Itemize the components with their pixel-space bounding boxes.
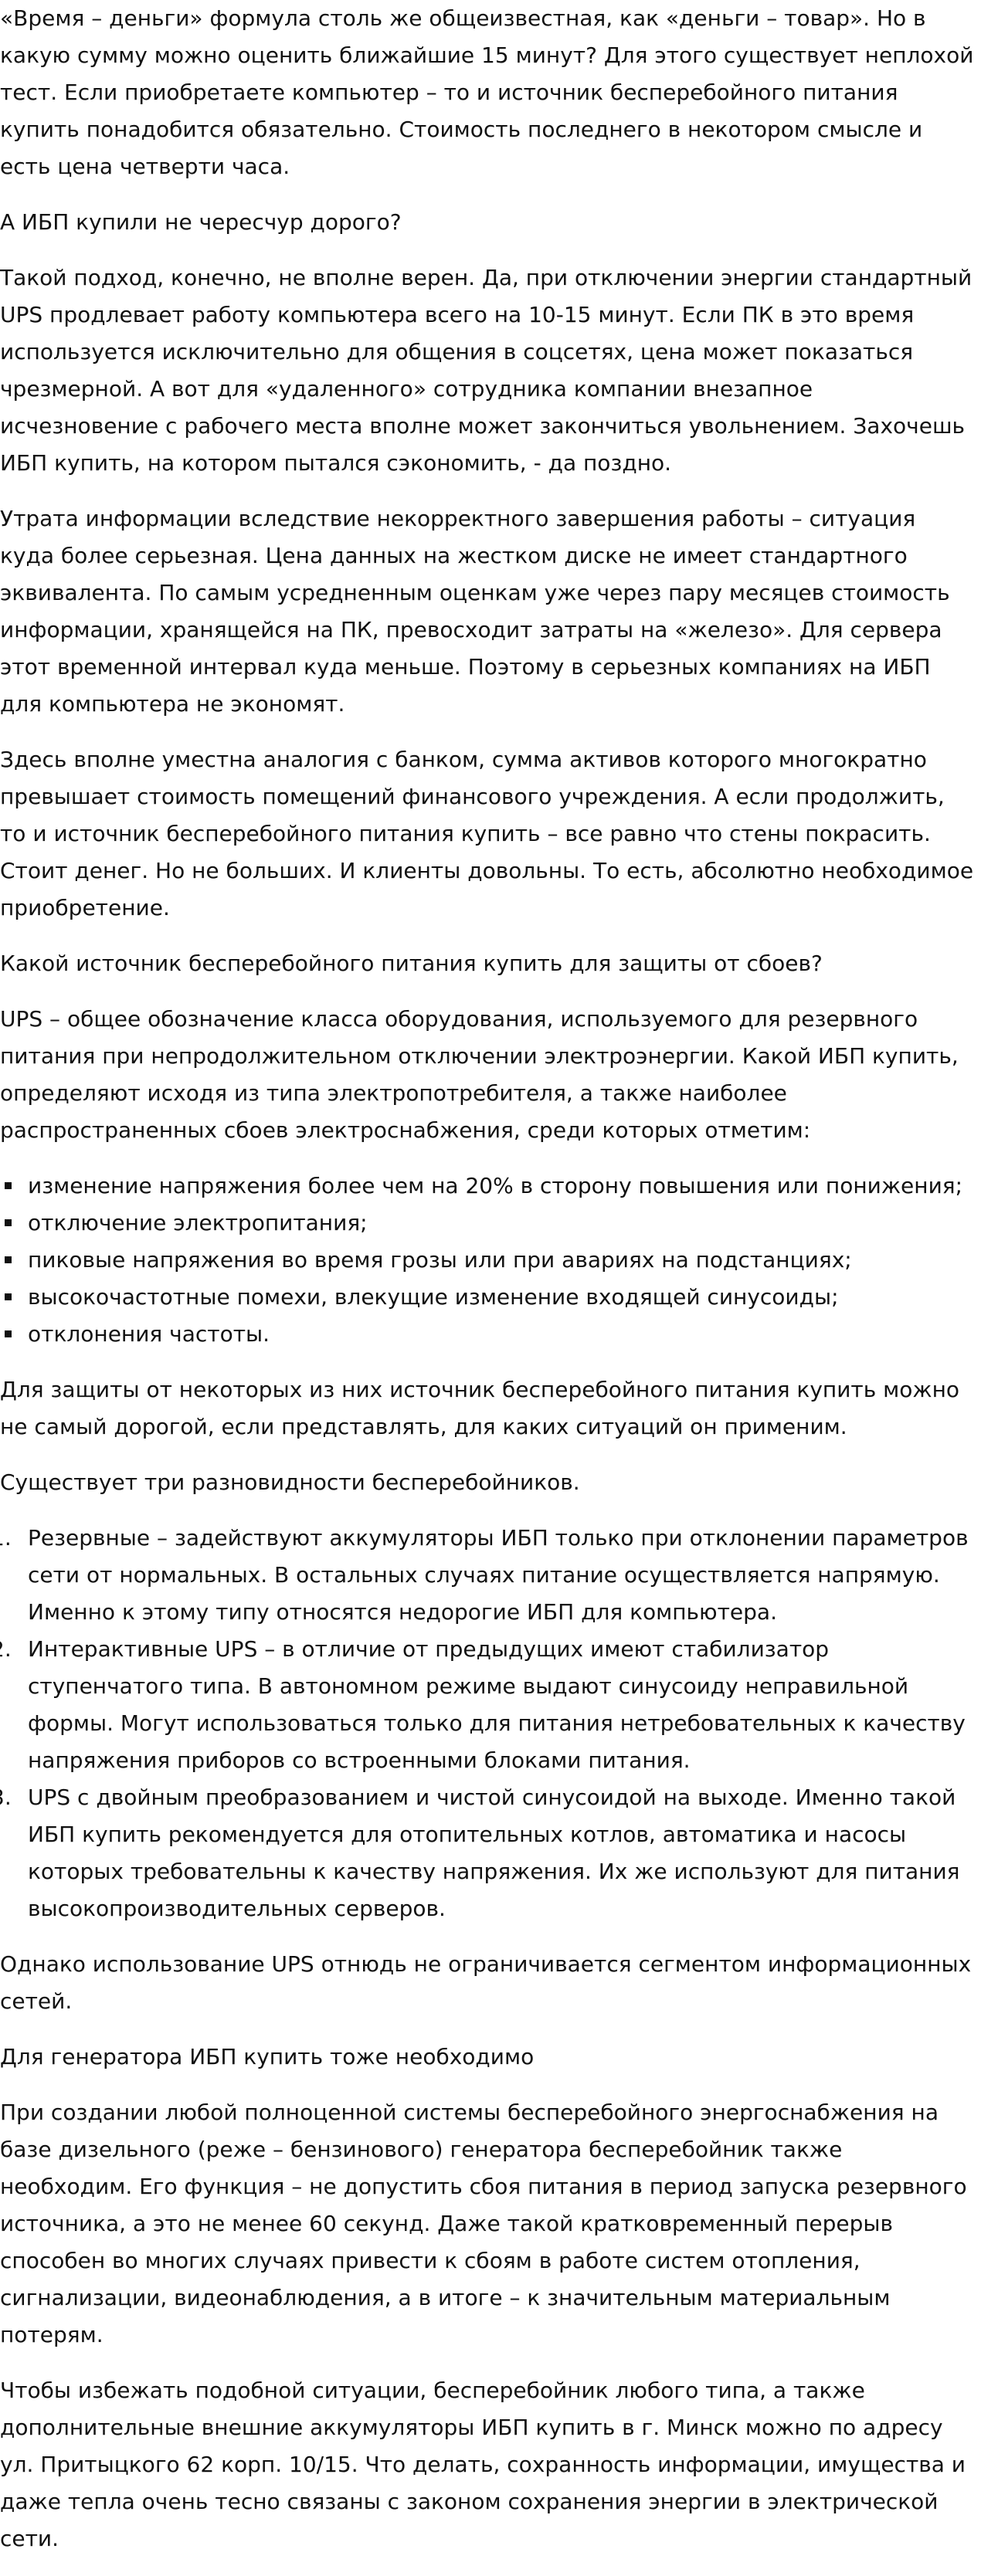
list-item: пиковые напряжения во время грозы или при авариях на подстанциях;: [0, 1242, 975, 1279]
list-item: высокочастотные помехи, влекущие изменение входящей синусоиды;: [0, 1279, 975, 1316]
paragraph: Однако использование UPS отнюдь не ограничивается сегментом информационных сетей.: [0, 1951, 972, 2014]
paragraph: Для защиты от некоторых из них источник бесперебойного питания купить можно не самый дорогой, если представлять, для каких ситуаций он применим.: [0, 1377, 960, 1439]
paragraph: При создании любой полноценной системы бесперебойного энергоснабжения на базе дизельного (реже – бензинового) генератора бесперебойник также необходим. Его функция – не допустить сбоя питания в период запуска резервного источника, а это не менее 60 секунд. Даже такой кратковременный перерыв способен во многих случаях привести к сбоям в работе систем отопления, сигнализации, видеонаблюдения, а в итоге – к значительным материальным потерям.: [0, 2100, 967, 2347]
paragraph: Существует три разновидности бесперебойников.: [0, 1469, 580, 1495]
ups-types-list: [0, 1520, 975, 1927]
paragraph: Такой подход, конечно, не вполне верен. Да, при отключении энергии стандартный UPS продлевает работу компьютера всего на 10-15 минут. Если ПК в это время используется исключительно для общения в соцсетях, цена может показаться чрезмерной. А вот для «удаленного» сотрудника компании внезапное исчезновение с рабочего места вполне может закончиться увольнением. Захочешь ИБП купить, на котором пытался сэкономить, - да поздно.: [0, 265, 973, 476]
list-item: изменение напряжения более чем на 20% в сторону повышения или понижения;: [0, 1168, 975, 1205]
paragraph: Здесь вполне уместна аналогия с банком, сумма активов которого многократно превышает стоимость помещений финансового учреждения. А если продолжить, то и источник бесперебойного питания купить – все равно что стены покрасить. Стоит денег. Но не больших. И клиенты довольны. То есть, абсолютно необходимое приобретение.: [0, 747, 974, 920]
subheading-question: А ИБП купили не чересчур дорого?: [0, 209, 402, 235]
paragraph-intro: «Время – деньги» формула столь же общеизвестная, как «деньги – товар». Но в какую сумму можно оценить ближайшие 15 минут? Для этого существует неплохой тест. Если приобретаете компьютер – то и источник бесперебойного питания купить понадобится обязательно. Стоимость последнего в некотором смысле и есть цена четверти часа.: [0, 5, 974, 179]
list-item: отклонения частоты.: [0, 1316, 975, 1353]
numbered-item: Резервные – задействуют аккумуляторы ИБП только при отклонении параметров сети от нормальных. В остальных случаях питание осуществляется напрямую. Именно к этому типу относятся недорогие ИБП для компьютера.: [28, 1525, 969, 1625]
subheading-generator: Для генератора ИБП купить тоже необходимо: [0, 2044, 535, 2069]
subheading-protection: Какой источник бесперебойного питания купить для защиты от сбоев?: [0, 951, 823, 976]
paragraph: UPS – общее обозначение класса оборудования, используемого для резервного питания при непродолжительном отключении электроэнергии. Какой ИБП купить, определяют исходя из типа электропотребителя, а также наиболее распространенных сбоев электроснабжения, среди которых отметим:: [0, 1006, 959, 1143]
numbered-item: UPS с двойным преобразованием и чистой синусоидой на выходе. Именно такой ИБП купить рекомендуется для отопительных котлов, автоматика и насосы которых требовательны к качеству напряжения. Их же используют для питания высокопроизводительных серверов.: [28, 1785, 960, 1921]
failure-types-list: [0, 1168, 975, 1353]
paragraph-closing: Чтобы избежать подобной ситуации, бесперебойник любого типа, а также дополнительные внешние аккумуляторы ИБП купить в г. Минск можно по адресу ул. Притыцкого 62 корп. 10/15. Что делать, сохранность информации, имущества и даже тепла очень тесно связаны с законом сохранения энергии в электрической сети.: [0, 2378, 966, 2551]
paragraph: Утрата информации вследствие некорректного завершения работы – ситуация куда более серьезная. Цена данных на жестком диске не имеет стандартного эквивалента. По самым усредненным оценкам уже через пару месяцев стоимость информации, хранящейся на ПК, превосходит затраты на «железо». Для сервера этот временной интервал куда меньше. Поэтому в серьезных компаниях на ИБП для компьютера не экономят.: [0, 506, 950, 717]
numbered-item: Интерактивные UPS – в отличие от предыдущих имеют стабилизатор ступенчатого типа. В автономном режиме выдают синусоиду неправильной формы. Могут использоваться только для питания нетребовательных к качеству напряжения приборов со встроенными блоками питания.: [28, 1636, 966, 1773]
list-item: отключение электропитания;: [0, 1205, 975, 1242]
